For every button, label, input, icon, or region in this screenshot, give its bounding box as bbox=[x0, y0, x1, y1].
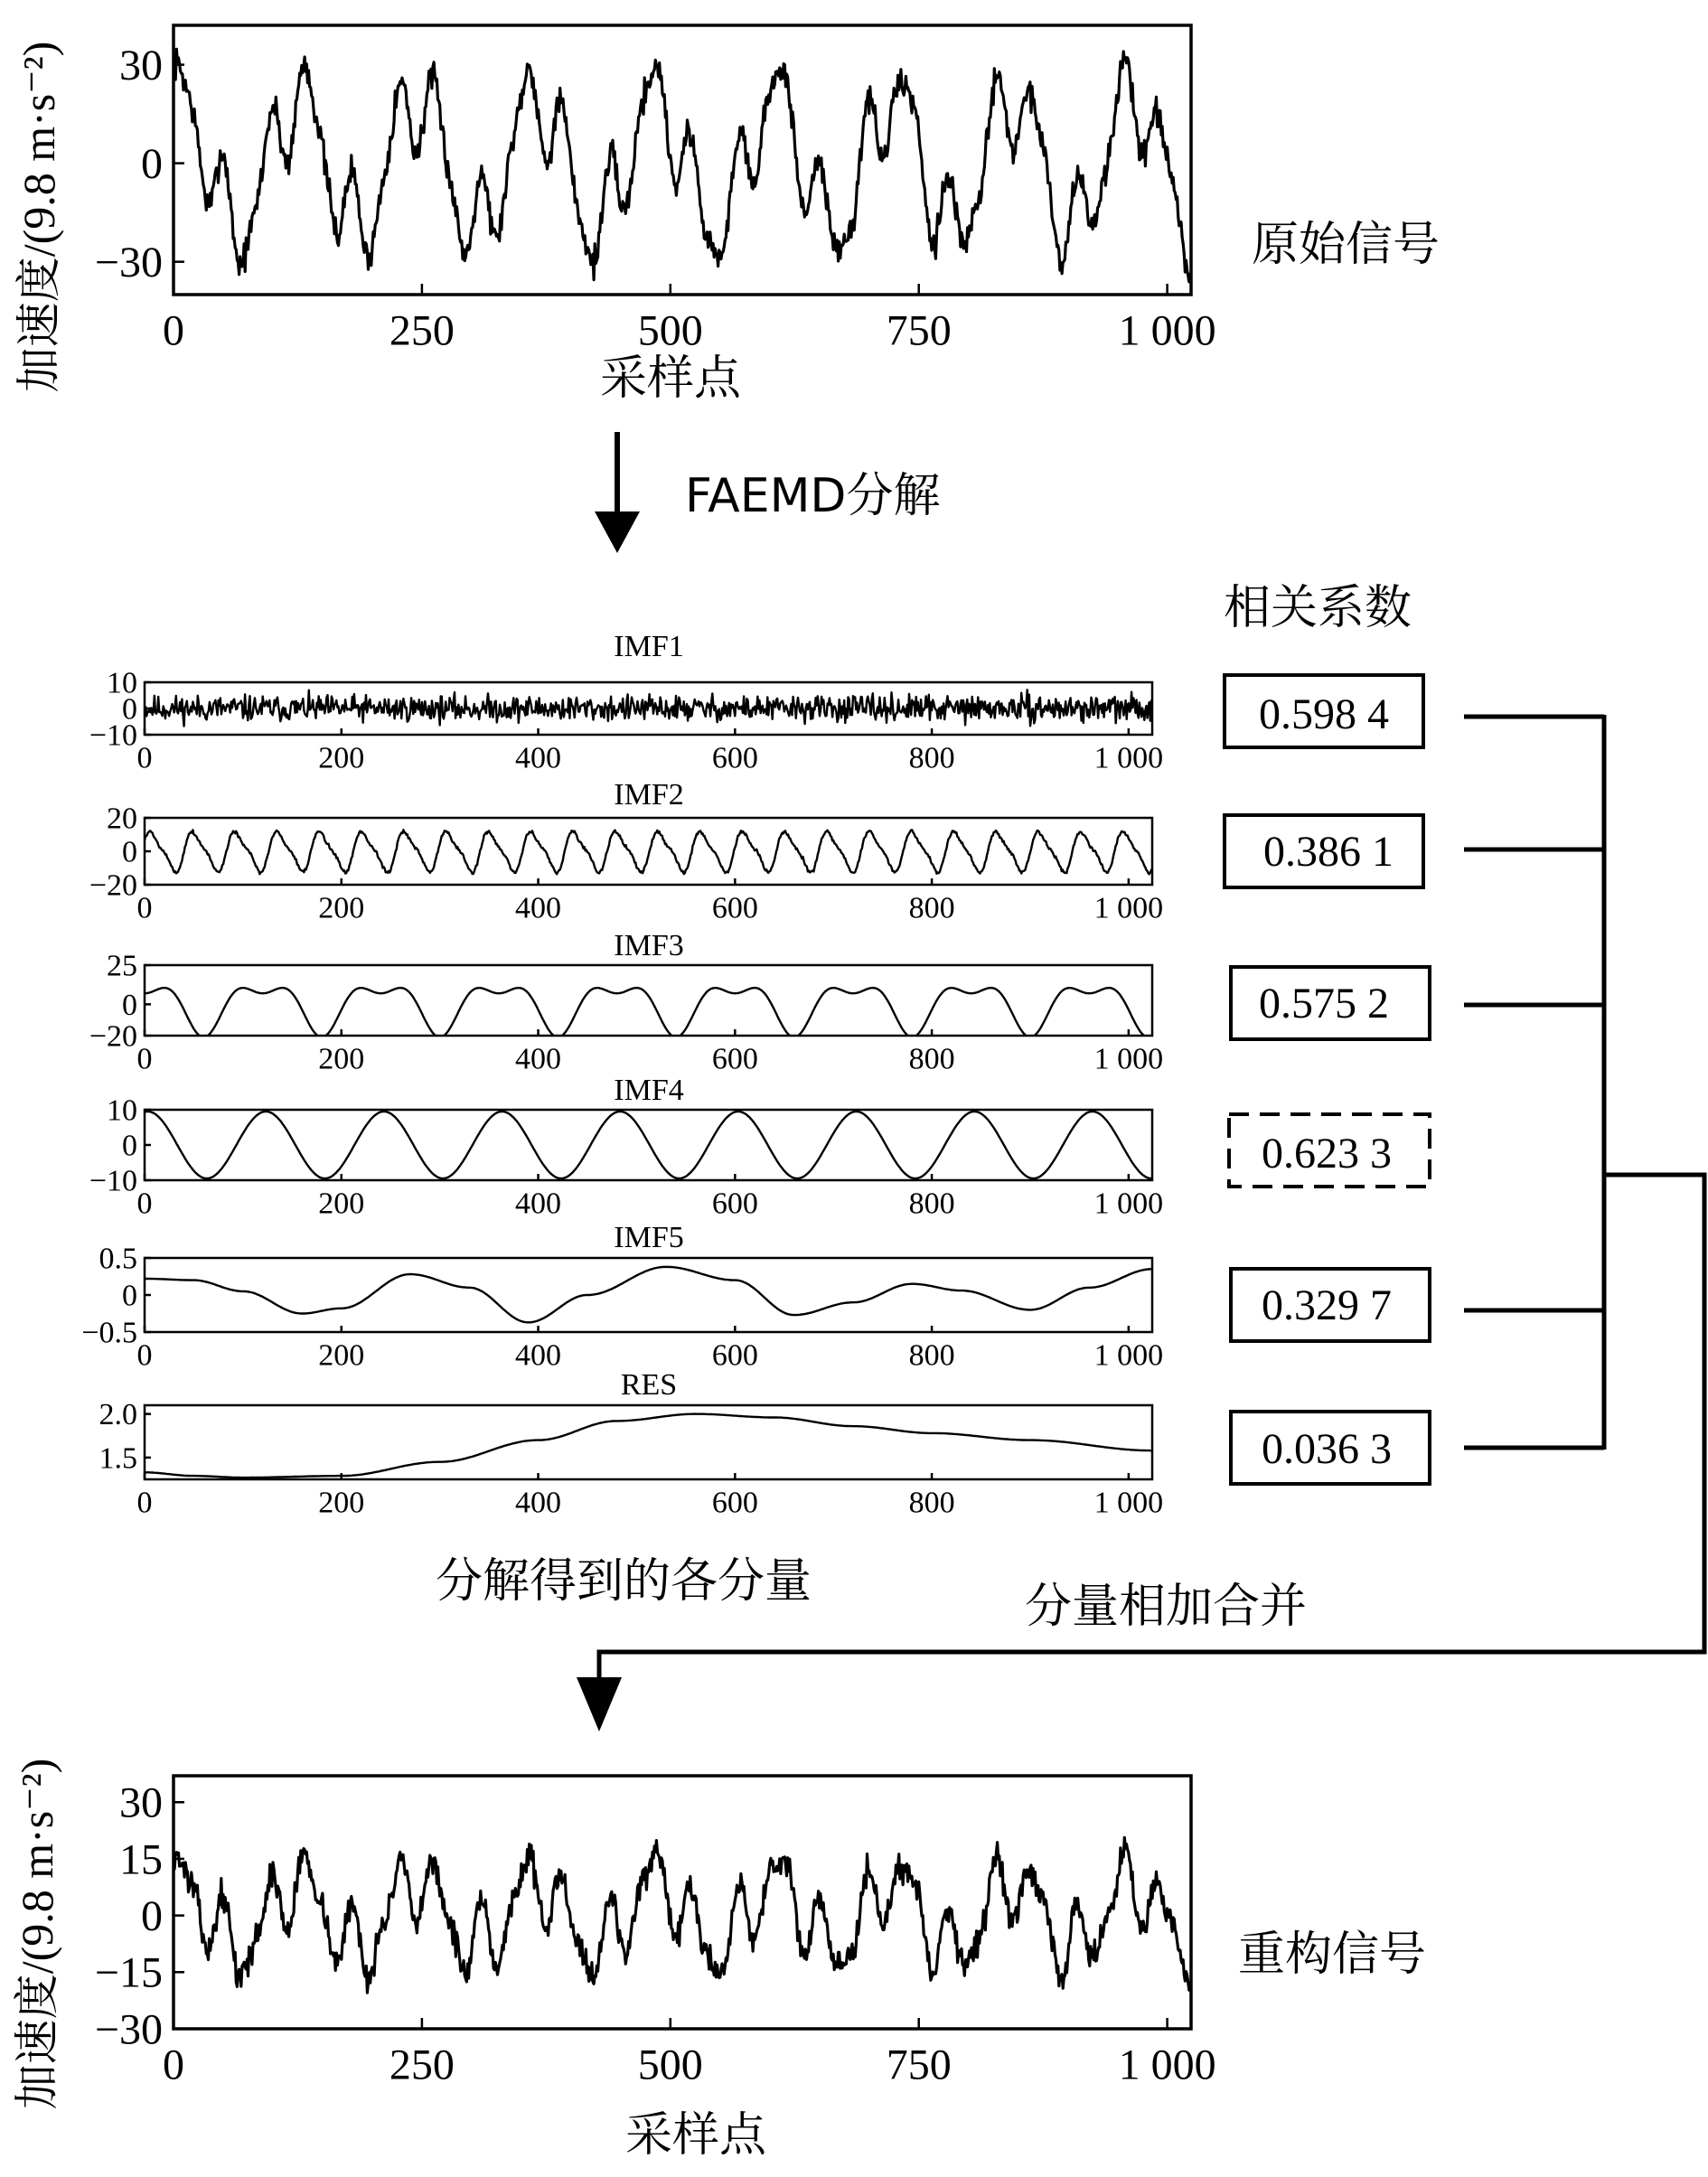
imf4-xtick-label: 0 bbox=[136, 1187, 153, 1221]
imf5-ytick-label: 0 bbox=[122, 1279, 137, 1313]
coef-value-imf2: 0.386 1 bbox=[1263, 828, 1394, 876]
coef-box-res bbox=[1231, 1412, 1430, 1484]
reconstructed-xtick-label: 0 bbox=[163, 2041, 184, 2089]
reconstructed-ytick-label: −15 bbox=[94, 1948, 163, 1997]
coef-value-imf4: 0.623 3 bbox=[1262, 1130, 1392, 1178]
chart-res-title: RES bbox=[620, 1368, 678, 1402]
imf1-xtick-label: 0 bbox=[136, 741, 153, 775]
coef-box-imf3 bbox=[1231, 967, 1430, 1039]
chart-imf5-title: IMF5 bbox=[614, 1221, 684, 1254]
imf2-series-line bbox=[145, 830, 1152, 874]
imf1-xtick-label: 600 bbox=[711, 741, 758, 775]
coef-box-imf4 bbox=[1229, 1114, 1430, 1187]
chart-res bbox=[99, 1368, 1164, 1520]
reconstructed-ytick-label: 0 bbox=[141, 1891, 163, 1940]
res-xtick-label: 1 000 bbox=[1093, 1486, 1164, 1520]
imf4-xtick-label: 400 bbox=[515, 1187, 562, 1221]
decompose-arrow bbox=[595, 432, 640, 553]
reconstructed-series-line bbox=[174, 1837, 1191, 1993]
chart-imf3-title: IMF3 bbox=[614, 929, 684, 962]
chart-original bbox=[14, 25, 1216, 406]
imf5-xtick-label: 400 bbox=[515, 1338, 562, 1373]
coef-value-res: 0.036 3 bbox=[1262, 1425, 1392, 1473]
chart-res-plot bbox=[99, 1398, 1164, 1519]
coef-value-imf5: 0.329 7 bbox=[1262, 1281, 1392, 1329]
imf5-xtick-label: 0 bbox=[136, 1338, 153, 1373]
chart-imf2-title: IMF2 bbox=[614, 778, 684, 812]
imf3-axes-frame bbox=[145, 965, 1152, 1036]
imf1-xtick-label: 800 bbox=[908, 741, 955, 775]
chart-original-plot bbox=[95, 25, 1216, 354]
res-axes-frame bbox=[145, 1405, 1152, 1479]
original-xtick-label: 500 bbox=[637, 306, 703, 355]
chart-reconstructed bbox=[12, 1759, 1216, 2163]
imf3-xtick-label: 200 bbox=[318, 1042, 365, 1076]
original-ytick-label: 0 bbox=[141, 139, 163, 188]
reconstructed-ytick-label: 30 bbox=[119, 1778, 163, 1827]
original-xtick-label: 250 bbox=[389, 306, 455, 355]
chart-imf2 bbox=[89, 778, 1163, 925]
imf2-ytick-label: 20 bbox=[107, 802, 137, 836]
res-ytick-label: 2.0 bbox=[99, 1398, 137, 1432]
chart-imf5 bbox=[81, 1221, 1163, 1373]
imf1-ytick-label: 10 bbox=[107, 666, 137, 700]
chart-reconstructed-ylabel: 加速度/(9.8 m·s⁻²) bbox=[12, 1758, 62, 2110]
imf4-series-line bbox=[145, 1112, 1152, 1178]
res-ytick-label: 1.5 bbox=[99, 1441, 137, 1476]
reconstructed-signal-label: 重构信号 bbox=[1238, 1928, 1427, 1982]
imf3-ytick-label: 0 bbox=[122, 988, 137, 1022]
imf4-ytick-label: 10 bbox=[107, 1093, 137, 1128]
chart-imf3 bbox=[89, 929, 1163, 1076]
imf4-ytick-label: 0 bbox=[122, 1129, 137, 1163]
reconstructed-xtick-label: 250 bbox=[389, 2041, 455, 2089]
imf2-ytick-label: −20 bbox=[89, 868, 137, 903]
original-ytick-label: −30 bbox=[94, 238, 163, 286]
imf1-xtick-label: 200 bbox=[318, 741, 365, 775]
coef-box-imf2 bbox=[1225, 815, 1423, 887]
chart-imf1-plot bbox=[89, 667, 1163, 775]
coef-box-imf5 bbox=[1231, 1269, 1430, 1341]
imf3-xtick-label: 600 bbox=[711, 1042, 758, 1076]
reconstructed-ytick-label: −30 bbox=[94, 2005, 163, 2054]
reconstructed-xtick-label: 750 bbox=[886, 2041, 952, 2089]
imf3-xtick-label: 800 bbox=[908, 1042, 955, 1076]
imf3-xtick-label: 400 bbox=[515, 1042, 562, 1076]
res-series-line bbox=[145, 1414, 1152, 1478]
res-xtick-label: 400 bbox=[515, 1486, 562, 1520]
coef-box-imf1 bbox=[1225, 675, 1423, 747]
imf5-series-line bbox=[145, 1267, 1152, 1323]
merge-arrow-head bbox=[577, 1677, 622, 1731]
imf1-xtick-label: 400 bbox=[515, 741, 562, 775]
imf3-ytick-label: 25 bbox=[107, 949, 137, 983]
merge-step-label: 分量相加合并 bbox=[1024, 1580, 1308, 1634]
coef-value-imf3: 0.575 2 bbox=[1259, 980, 1389, 1028]
original-xtick-label: 750 bbox=[886, 306, 952, 355]
imf2-xtick-label: 1 000 bbox=[1093, 891, 1164, 925]
original-series-line bbox=[174, 49, 1191, 282]
imf3-series-line bbox=[145, 988, 1152, 1037]
imf5-xtick-label: 200 bbox=[318, 1338, 365, 1373]
imf1-xtick-label: 1 000 bbox=[1093, 741, 1164, 775]
reconstructed-ytick-label: 15 bbox=[119, 1835, 163, 1884]
res-xtick-label: 800 bbox=[908, 1486, 955, 1520]
imf4-ytick-label: −10 bbox=[89, 1164, 137, 1198]
imf4-xtick-label: 200 bbox=[318, 1187, 365, 1221]
original-xtick-label: 1 000 bbox=[1118, 306, 1216, 355]
chart-imf4-title: IMF4 bbox=[614, 1074, 684, 1107]
res-xtick-label: 200 bbox=[318, 1486, 365, 1520]
chart-imf4 bbox=[89, 1074, 1163, 1221]
imf2-xtick-label: 800 bbox=[908, 891, 955, 925]
chart-original-ylabel: 加速度/(9.8 m·s⁻²) bbox=[14, 41, 64, 393]
imf4-xtick-label: 1 000 bbox=[1093, 1187, 1164, 1221]
imf5-axes-frame bbox=[145, 1258, 1152, 1332]
original-signal-label: 原始信号 bbox=[1252, 218, 1441, 272]
chart-imf4-plot bbox=[89, 1094, 1163, 1221]
imf2-xtick-label: 0 bbox=[136, 891, 153, 925]
imf5-ytick-label: 0.5 bbox=[99, 1242, 137, 1276]
decompose-step-label: FAEMD分解 bbox=[685, 469, 941, 523]
imf2-xtick-label: 200 bbox=[318, 891, 365, 925]
components-label: 分解得到的各分量 bbox=[435, 1554, 812, 1609]
imf1-ytick-label: 0 bbox=[122, 692, 137, 727]
imf5-xtick-label: 1 000 bbox=[1093, 1338, 1164, 1373]
imf1-ytick-label: −10 bbox=[89, 718, 137, 753]
coef-value-imf1: 0.598 4 bbox=[1259, 690, 1389, 738]
chart-imf2-plot bbox=[89, 802, 1163, 925]
res-xtick-label: 600 bbox=[711, 1486, 758, 1520]
chart-imf3-plot bbox=[89, 950, 1163, 1076]
imf5-xtick-label: 800 bbox=[908, 1338, 955, 1373]
original-xtick-label: 0 bbox=[163, 306, 184, 355]
original-ytick-label: 30 bbox=[119, 41, 163, 89]
reconstructed-xtick-label: 500 bbox=[637, 2041, 703, 2089]
chart-reconstructed-plot bbox=[95, 1776, 1216, 2088]
coef-title: 相关系数 bbox=[1223, 581, 1412, 635]
reconstructed-xtick-label: 1 000 bbox=[1118, 2041, 1216, 2089]
chart-original-xlabel: 采样点 bbox=[599, 352, 742, 406]
chart-reconstructed-xlabel: 采样点 bbox=[624, 2108, 767, 2163]
imf2-xtick-label: 400 bbox=[515, 891, 562, 925]
imf4-xtick-label: 800 bbox=[908, 1187, 955, 1221]
imf3-xtick-label: 1 000 bbox=[1093, 1042, 1164, 1076]
imf3-ytick-label: −20 bbox=[89, 1019, 137, 1054]
chart-imf1 bbox=[89, 630, 1163, 775]
imf2-ytick-label: 0 bbox=[122, 835, 137, 869]
imf1-series-line bbox=[145, 690, 1152, 726]
res-xtick-label: 0 bbox=[136, 1486, 153, 1520]
imf5-ytick-label: −0.5 bbox=[81, 1316, 137, 1350]
imf3-xtick-label: 0 bbox=[136, 1042, 153, 1076]
imf4-xtick-label: 600 bbox=[711, 1187, 758, 1221]
imf2-xtick-label: 600 bbox=[711, 891, 758, 925]
chart-imf5-plot bbox=[81, 1243, 1163, 1373]
imf5-xtick-label: 600 bbox=[711, 1338, 758, 1373]
chart-imf1-title: IMF1 bbox=[614, 630, 684, 663]
